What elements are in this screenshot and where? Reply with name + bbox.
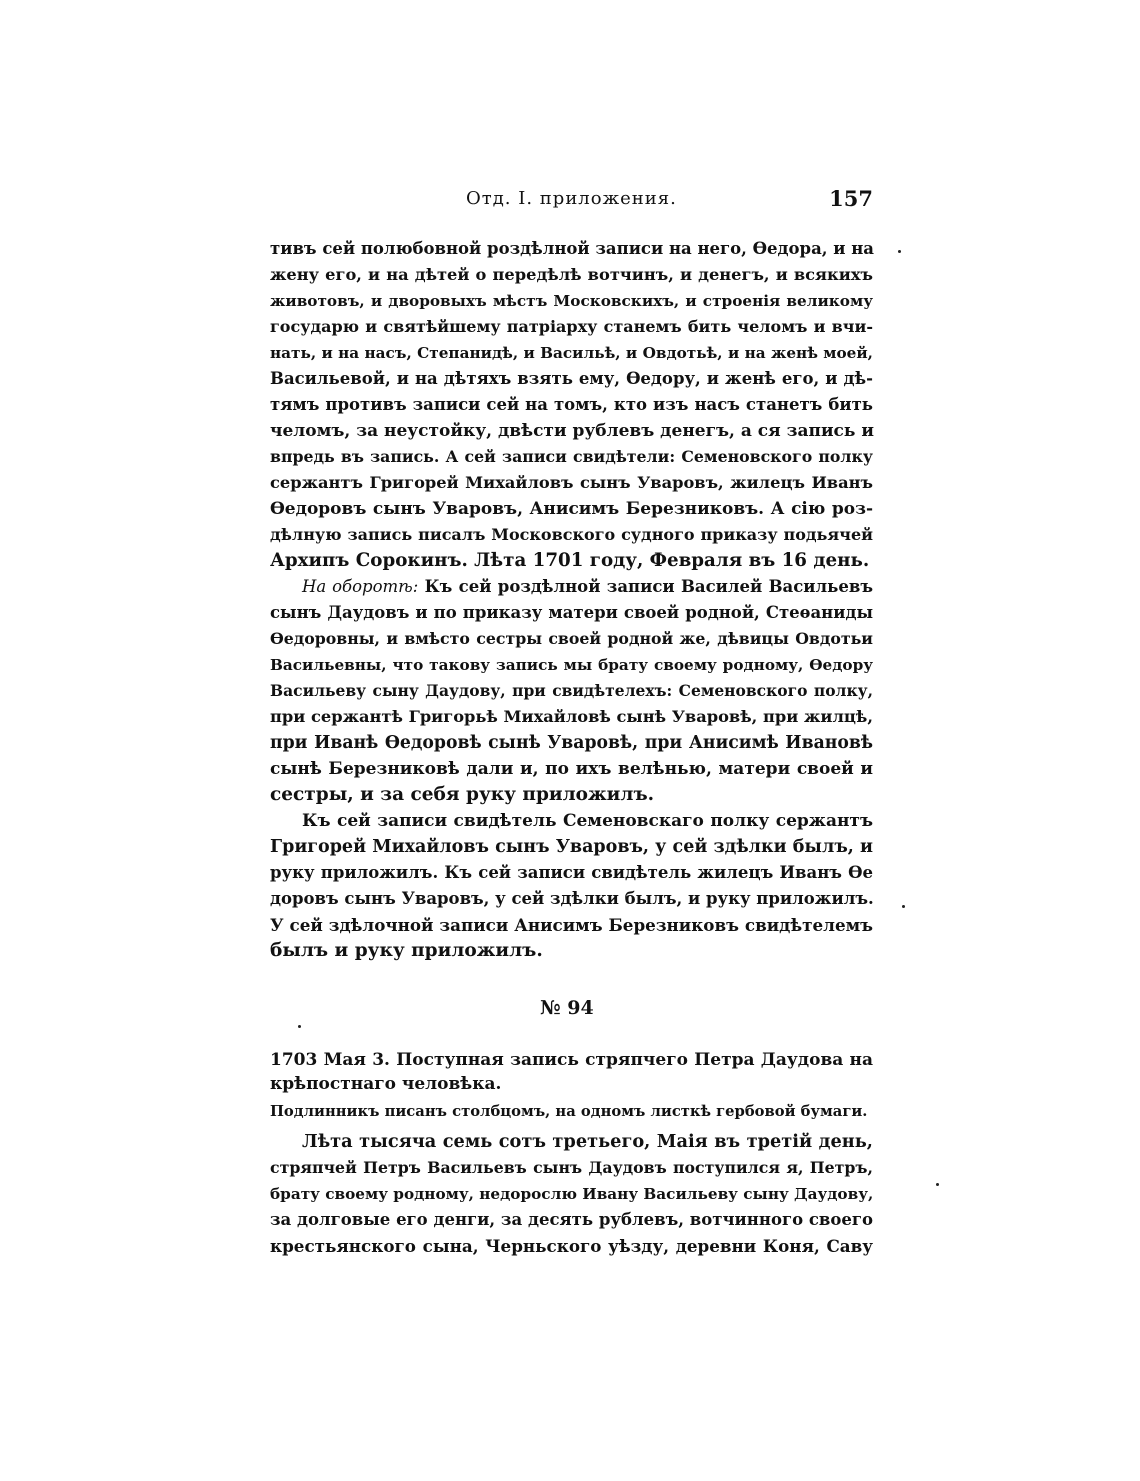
text-line: государю и святѣйшему патріарху станемъ бить челомъ и вчи- (270, 317, 873, 336)
text-line: брату своему родному, недорослю Ивану Васильеву сыну Даудову, (270, 1185, 874, 1203)
summary-line: крѣпостнаго человѣка. (270, 1074, 502, 1094)
text-line (302, 574, 873, 600)
text-line: У сей здѣлочной записи Анисимъ Березниковъ свидѣтелемъ (270, 915, 873, 935)
text-line: сынъ Даудовъ и по приказу матери своей родной, Стеѳаниды (270, 603, 873, 622)
text-line: сынѣ Березниковѣ дали и, по ихъ велѣнью, матери своей и (270, 759, 873, 779)
text-line: Ѳедоровъ сынъ Уваровъ, Анисимъ Березниковъ. А сію роз- (270, 499, 873, 519)
text-line: сестры, и за себя руку приложилъ. (270, 784, 655, 805)
page-number: 157 (829, 186, 873, 211)
text-line: Къ сей записи свидѣтель Семеновскаго полку сержантъ (302, 811, 873, 831)
text-line: сержантъ Григорей Михайловъ сынъ Уваровъ, жилецъ Иванъ (270, 473, 873, 492)
text-line: животовъ, и дворовыхъ мѣстъ Московскихъ, и строенія великому (270, 292, 873, 310)
text-line: при Иванѣ Ѳедоровѣ сынѣ Уваровѣ, при Анисимѣ Ивановѣ (270, 733, 873, 753)
text-line: Архипъ Сорокинъ. Лѣта 1701 году, Февраля въ 16 день. (270, 550, 870, 571)
text-line: Лѣта тысяча семь сотъ третьего, Маія въ третій день, (302, 1131, 873, 1152)
print-speck (898, 250, 901, 253)
print-speck (298, 1025, 301, 1028)
summary-line: 1703 Мая 3. Поступная запись стряпчего Петра Даудова на (270, 1050, 873, 1070)
text-line: дѣлную запись писалъ Московского судного приказу подьячей (270, 525, 873, 544)
text-line: нать, и на насъ, Степанидѣ, и Васильѣ, и Овдотьѣ, и на женѣ моей, (270, 344, 873, 362)
text-line: руку приложилъ. Къ сей записи свидѣтель жилецъ Иванъ Ѳе (270, 863, 873, 882)
text-line: доровъ сынъ Уваровъ, у сей здѣлки былъ, и руку приложилъ. (270, 889, 874, 908)
text-line: челомъ, за неустойку, двѣсти рублевъ денегъ, а ся запись и (270, 421, 874, 441)
text-line: при сержантѣ Григорьѣ Михайловѣ сынѣ Уваровѣ, при жилцѣ, (270, 707, 873, 726)
running-title: Отд. I. приложения. (466, 188, 677, 209)
text-line: жену его, и на дѣтей о передѣлѣ вотчинъ, и денегъ, и всякихъ (270, 265, 873, 284)
text-line: тямъ противъ записи сей на томъ, кто изъ насъ станетъ бить (270, 395, 873, 414)
text-line-rest: Къ сей роздѣлной записи Василей Васильевъ (424, 577, 873, 596)
print-speck (902, 905, 905, 908)
print-speck (936, 1183, 939, 1186)
text-line: Григорей Михайловъ сынъ Уваровъ, у сей здѣлки былъ, и (270, 837, 873, 857)
text-line: тивъ сей полюбовной роздѣлной записи на него, Ѳедора, и на (270, 239, 874, 258)
text-line: былъ и руку приложилъ. (270, 940, 543, 961)
text-line: Ѳедоровны, и вмѣсто сестры своей родной же, дѣвицы Овдотьи (270, 629, 873, 648)
text-line: Васильевой, и на дѣтяхъ взять ему, Ѳедору, и женѣ его, и дѣ- (270, 369, 873, 388)
text-line: за долговые его денги, за десять рублевъ, вотчинного своего (270, 1210, 873, 1229)
document-number: № 94 (540, 997, 594, 1019)
source-note: Подлинникъ писанъ столбцомъ, на одномъ листкѣ гербовой бумаги. (270, 1103, 868, 1120)
text-line: Васильевны, что такову запись мы брату своему родному, Ѳедору (270, 656, 873, 674)
page-header (270, 186, 873, 216)
reverse-side-label: На оборотѣ: (302, 577, 419, 596)
text-line: стряпчей Петръ Васильевъ сынъ Даудовъ поступился я, Петръ, (270, 1158, 873, 1177)
text-line: Васильеву сыну Даудову, при свидѣтелехъ: Семеновского полку, (270, 681, 873, 700)
text-line: впредь въ запись. А сей записи свидѣтели: Семеновского полку (270, 447, 873, 466)
text-line: крестьянского сына, Черньского уѣзду, деревни Коня, Саву (270, 1236, 873, 1256)
